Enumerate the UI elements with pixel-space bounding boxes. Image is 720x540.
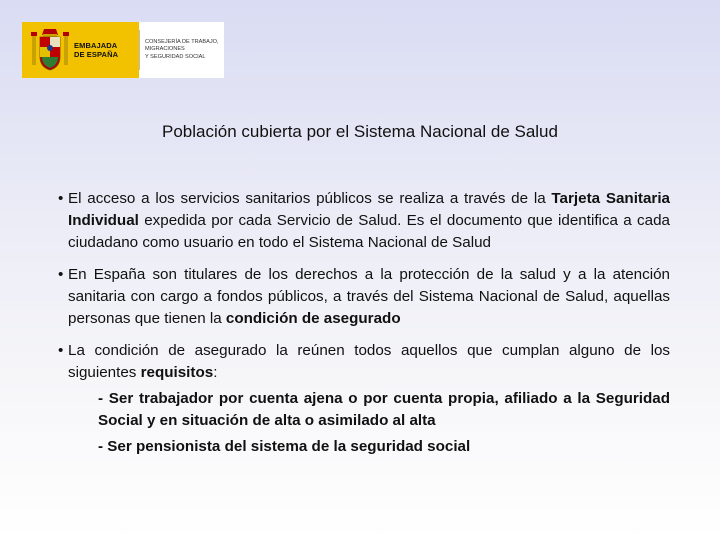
requirement-item: - Ser trabajador por cuenta ajena o por cuenta propia, afiliado a la Seguridad Social y en situación de alta o asimilado al alta [98, 390, 670, 429]
bullet-item [58, 264, 670, 330]
bullet-text: En España son titulares de los derechos a la protección de la salud y a la atención sanitaria con cargo a fondos públicos, a través del Sistema Nacional de Salud, aquellas personas que tienen la [68, 266, 670, 327]
slide-title [0, 122, 720, 142]
logo-embassy-line2: DE ESPAÑA [74, 50, 119, 59]
slide-title-text: Población cubierta por el Sistema Nacional de Salud [162, 122, 558, 141]
bullet-bold-text: requisitos [140, 364, 214, 381]
bullet-text-end: : [213, 364, 218, 381]
embassy-logo [22, 22, 224, 78]
bullet-bold-text: Tarjeta Sanitaria Individual [68, 190, 670, 229]
logo-ministry-text [145, 39, 219, 62]
bullet-marker: • [58, 342, 64, 359]
slide-body [58, 188, 670, 458]
logo-ministry-line2: MIGRACIONES [145, 46, 185, 53]
logo-ministry-line3: Y SEGURIDAD SOCIAL [145, 53, 206, 60]
bullet-text-end: expedida por cada Servicio de Salud. Es el documento que identifica a cada ciudadano como usuario en todo el Sistema Nacional de Salud [68, 212, 670, 251]
bullet-text: El acceso a los servicios sanitarios públicos se realiza a través de la [68, 190, 552, 207]
bullet-item [58, 188, 670, 254]
logo-yellow-panel [22, 22, 139, 78]
bullet-bold-text: condición de asegurado [225, 310, 401, 327]
logo-embassy-text [74, 41, 118, 59]
coat-of-arms-icon [30, 27, 70, 73]
bullet-marker: • [58, 266, 64, 283]
bullet-item [58, 340, 670, 384]
logo-embassy-line1: EMBAJADA [74, 41, 118, 50]
logo-ministry-panel [139, 30, 224, 70]
requirement-item: - Ser pensionista del sistema de la seguridad social [98, 438, 471, 455]
bullet-text: La condición de asegurado la reúnen todos aquellos que cumplan alguno de los siguientes [68, 342, 670, 381]
logo-ministry-line1: CONSEJERÍA DE TRABAJO, [145, 38, 219, 45]
bullet-marker: • [58, 190, 64, 207]
